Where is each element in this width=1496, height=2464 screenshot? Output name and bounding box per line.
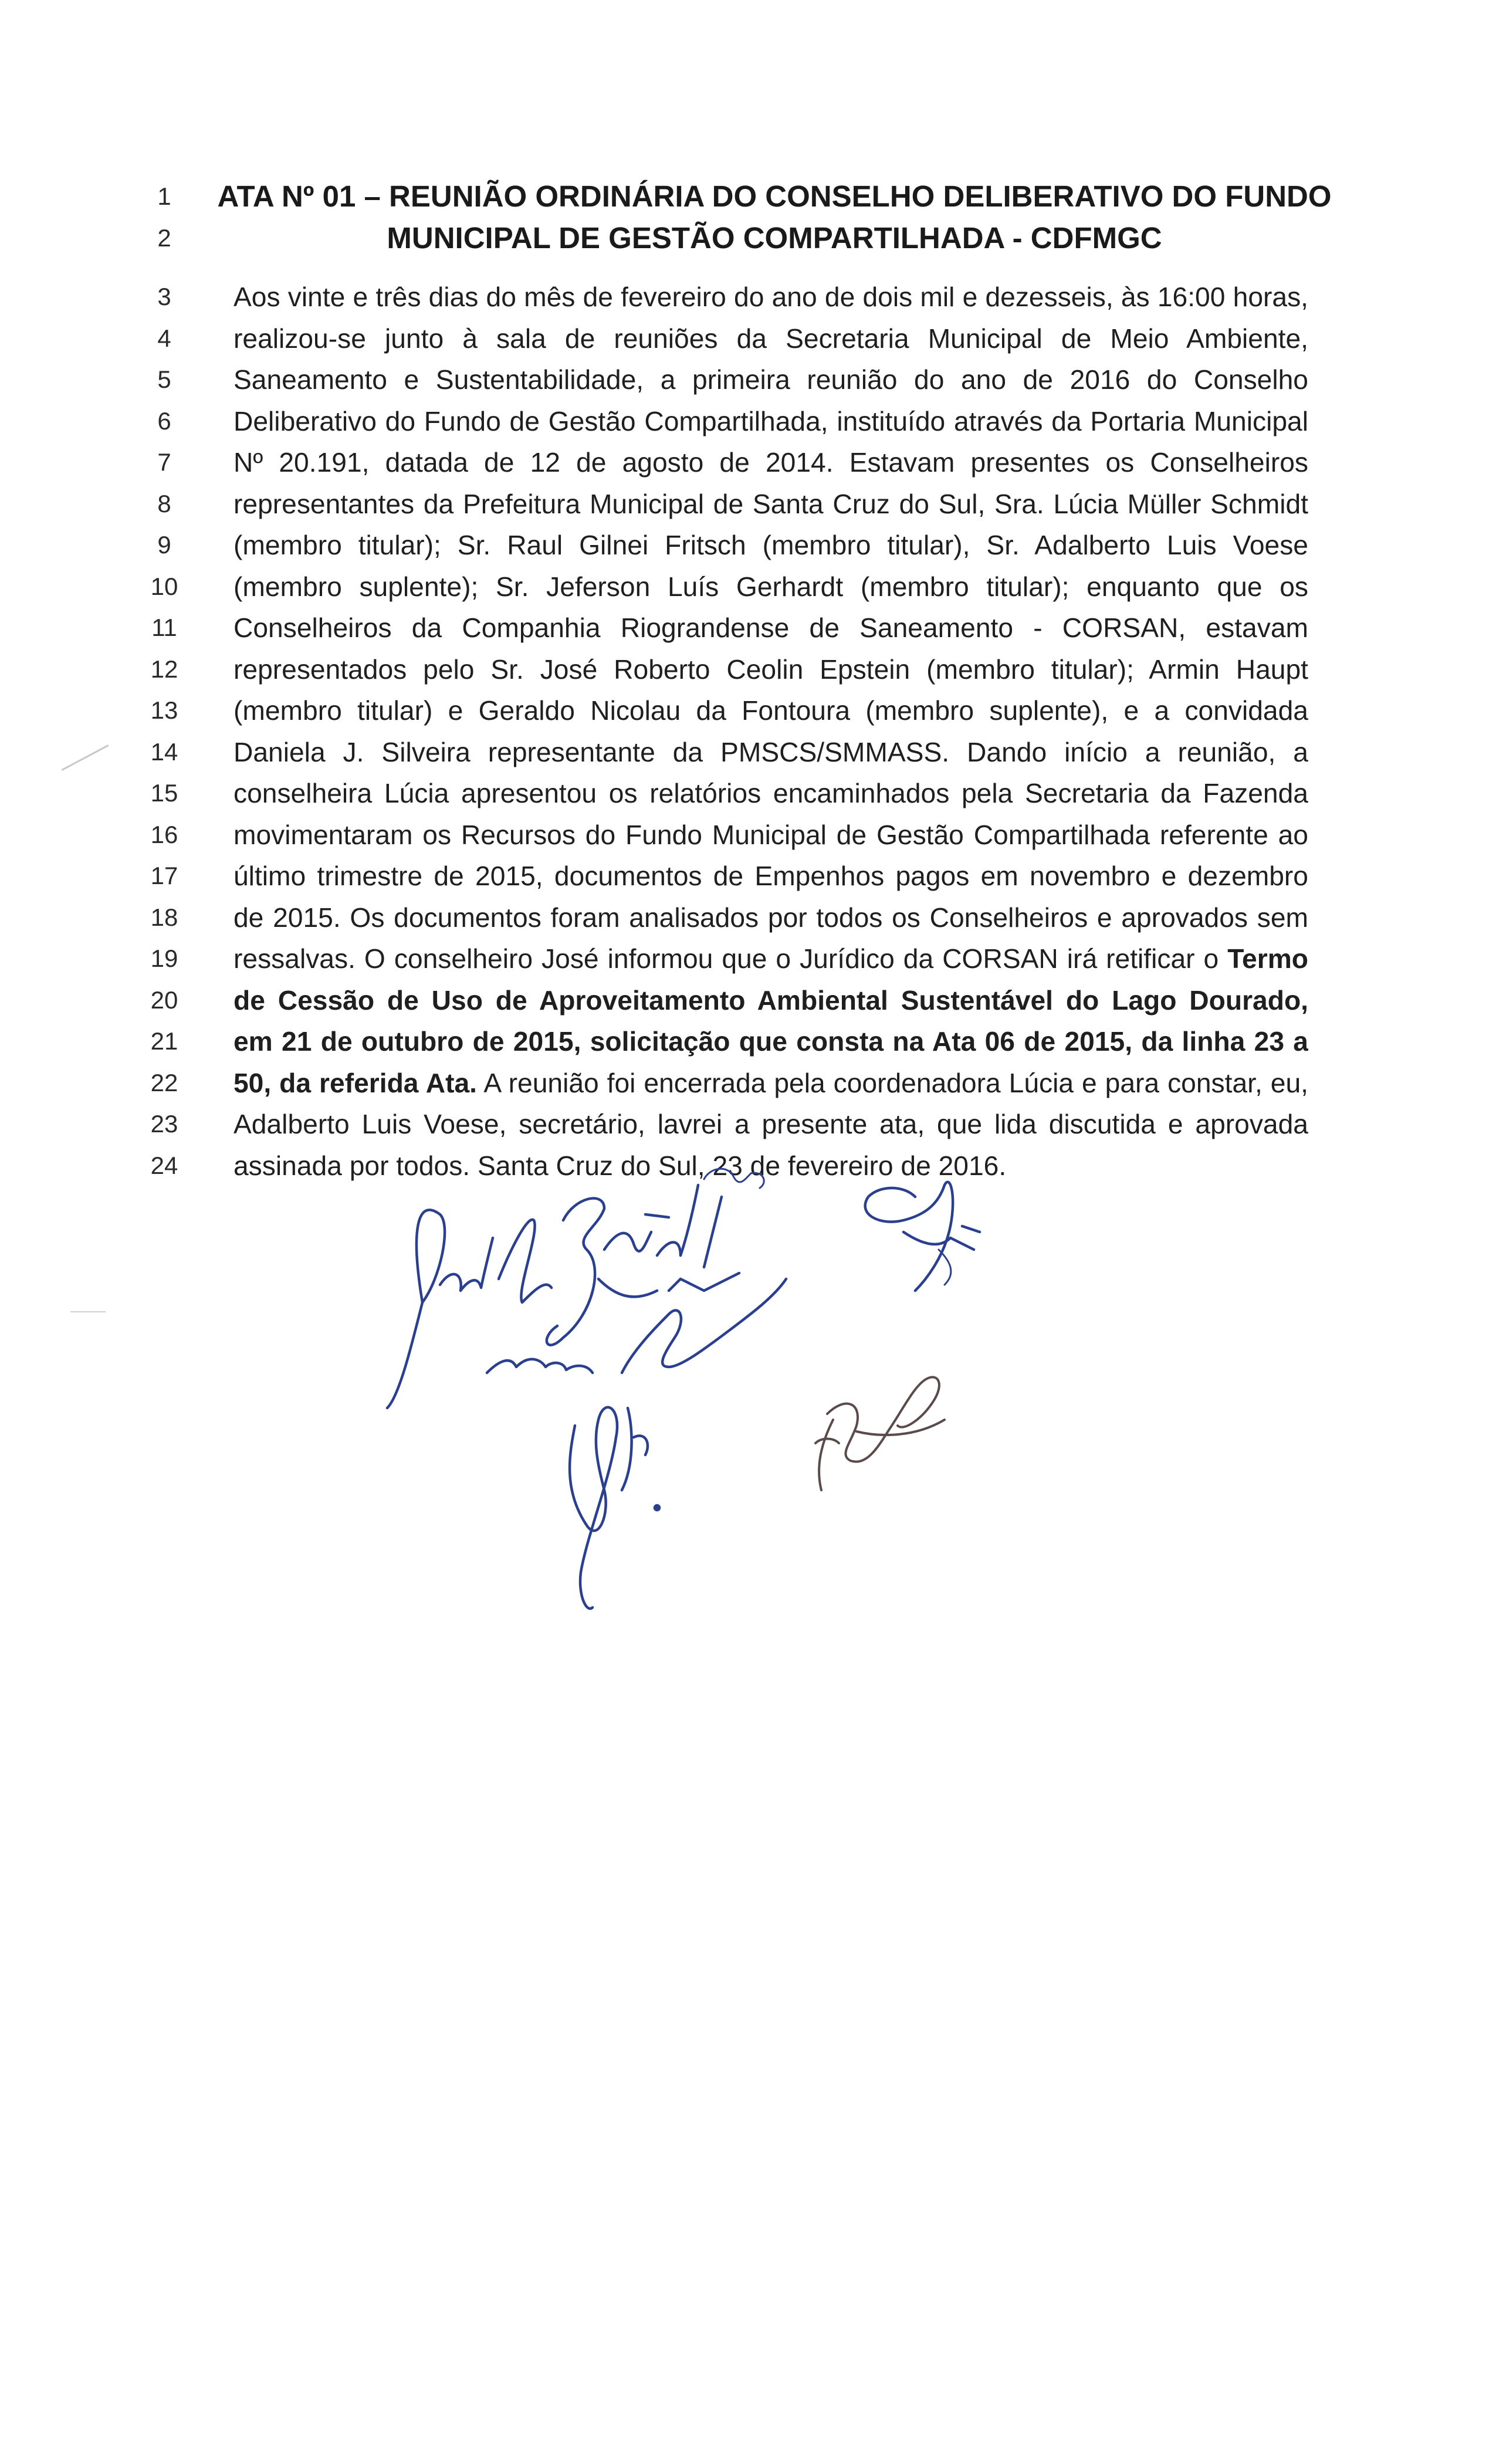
bold-text: de Cessão de Uso de Aproveitamento Ambiental Sustentável do Lago Dourado, [233, 984, 1308, 1016]
document-line [0, 814, 1496, 856]
document-line [0, 773, 1496, 814]
spacer [0, 259, 1496, 276]
body-text: Deliberativo do Fundo de Gestão Compartilhada, instituído através da Portaria Municipal [233, 405, 1308, 436]
body-text: movimentaram os Recursos do Fundo Municipal de Gestão Compartilhada referente ao [233, 819, 1308, 850]
document-title: ATA Nº 01 – REUNIÃO ORDINÁRIA DO CONSELHO DELIBERATIVO DO FUNDO [217, 180, 1332, 213]
meeting-minutes [0, 176, 1496, 1186]
document-line [0, 1062, 1496, 1104]
body-text: (membro suplente); Sr. Jeferson Luís Gerhardt (membro titular); enquanto que os [233, 571, 1308, 602]
document-line [0, 649, 1496, 691]
document-line [0, 401, 1496, 442]
line-number: 4 [157, 324, 171, 352]
body-text: representados pelo Sr. José Roberto Ceolin Epstein (membro titular); Armin Haupt [233, 654, 1308, 685]
signature-stroke [604, 1214, 669, 1251]
body-text: representantes da Prefeitura Municipal de Santa Cruz do Sul, Sra. Lúcia Müller Schmidt [233, 488, 1308, 519]
line-number: 13 [150, 696, 178, 724]
document-line [0, 359, 1496, 401]
signature-stroke [704, 1169, 764, 1188]
document-line [0, 318, 1496, 360]
document-line [0, 607, 1496, 649]
line-number: 22 [150, 1068, 178, 1096]
bold-text: em 21 de outubro de 2015, solicitação que consta na Ata 06 de 2015, da linha 23 a [233, 1026, 1308, 1057]
line-number: 19 [150, 945, 178, 972]
document-line [0, 732, 1496, 773]
document-line [0, 1021, 1496, 1062]
body-text: Daniela J. Silveira representante da PMSCS/SMMASS. Dando início a reunião, a [233, 736, 1308, 767]
scan-mark [70, 1311, 106, 1312]
line-number: 1 [157, 182, 171, 210]
line-number: 5 [157, 365, 171, 393]
signature-stroke [622, 1279, 786, 1373]
signature-stroke [499, 1220, 551, 1302]
body-text: Adalberto Luis Voese, secretário, lavrei a presente ata, que lida discutida e aprovada [233, 1109, 1308, 1139]
body-text: conselheira Lúcia apresentou os relatórios encaminhados pela Secretaria da Fazenda [233, 778, 1308, 808]
body-text: Nº 20.191, datada de 12 de agosto de 2014. Estavam presentes os Conselheiros [233, 447, 1308, 478]
signatures-area [352, 1162, 1115, 1678]
line-number: 9 [157, 531, 171, 559]
signature-stroke [487, 1359, 593, 1373]
body-text: último trimestre de 2015, documentos de Empenhos pagos em novembro e dezembro [233, 861, 1308, 891]
document-line [0, 483, 1496, 525]
document-line [0, 690, 1496, 732]
document-line [0, 980, 1496, 1021]
line-number: 8 [157, 489, 171, 517]
document-line [0, 524, 1496, 566]
signature-stroke [819, 1377, 939, 1490]
document-line [0, 276, 1496, 318]
body-text-mixed [233, 1062, 1308, 1104]
line-number: 11 [151, 614, 177, 641]
line-number: 10 [150, 572, 178, 600]
line-number: 18 [150, 903, 178, 931]
document-line [0, 566, 1496, 608]
line-number: 16 [150, 820, 178, 848]
document-line [0, 1104, 1496, 1145]
body-text-mixed [233, 938, 1308, 979]
body-text: realizou-se junto à sala de reuniões da Secretaria Municipal de Meio Ambiente, [233, 323, 1308, 354]
body-text: Aos vinte e três dias do mês de fevereiro do ano de dois mil e dezesseis, às 16:00 horas, [233, 282, 1308, 312]
body-text: A reunião foi encerrada pela coordenadora Lúcia e para constar, eu, [483, 1067, 1308, 1098]
body-text: assinada por todos. Santa Cruz do Sul, 23 de fevereiro de 2016. [233, 1150, 1007, 1181]
signature-dot [655, 1505, 659, 1510]
document-line [0, 442, 1496, 483]
body-text: Saneamento e Sustentabilidade, a primeira reunião do ano de 2016 do Conselho [233, 364, 1308, 395]
line-number: 6 [157, 407, 171, 435]
signature-stroke [903, 1226, 980, 1250]
document-line [0, 176, 1496, 218]
document-line [0, 897, 1496, 939]
signature-stroke [387, 1210, 445, 1408]
bold-text: Termo [1227, 943, 1308, 974]
body-text: ressalvas. O conselheiro José informou que o Jurídico da CORSAN irá retificar o [233, 943, 1219, 974]
line-number: 23 [150, 1110, 178, 1138]
bold-text: 50, da referida Ata. [233, 1067, 477, 1098]
signature-stroke [622, 1408, 648, 1490]
line-number: 20 [150, 986, 178, 1014]
body-text: de 2015. Os documentos foram analisados por todos os Conselheiros e aprovados sem [233, 902, 1308, 933]
document-line [0, 218, 1496, 259]
signature-stroke [440, 1238, 493, 1291]
signature-stroke [570, 1407, 617, 1609]
document-line [0, 855, 1496, 897]
document-line [0, 938, 1496, 980]
line-number: 24 [150, 1151, 178, 1179]
signatures-drawing [352, 1162, 1115, 1678]
signature-stroke [815, 1420, 945, 1443]
line-number: 15 [150, 779, 178, 807]
line-number: 17 [150, 862, 178, 889]
body-text: (membro titular) e Geraldo Nicolau da Fontoura (membro suplente), e a convidada [233, 695, 1308, 726]
line-number: 14 [150, 737, 178, 766]
line-number: 21 [150, 1027, 178, 1055]
line-number: 3 [157, 283, 171, 310]
line-number: 7 [157, 448, 171, 476]
document-title: MUNICIPAL DE GESTÃO COMPARTILHADA - CDFMGC [387, 221, 1162, 255]
body-text: (membro titular); Sr. Raul Gilnei Fritsch (membro titular), Sr. Adalberto Luis Voese [233, 530, 1308, 560]
body-text: Conselheiros da Companhia Riograndense de Saneamento - CORSAN, estavam [233, 612, 1308, 643]
line-number: 12 [150, 655, 178, 683]
signature-stroke [598, 1273, 739, 1297]
signature-stroke [657, 1185, 722, 1267]
signature-stroke [547, 1199, 604, 1345]
line-number: 2 [157, 224, 171, 252]
